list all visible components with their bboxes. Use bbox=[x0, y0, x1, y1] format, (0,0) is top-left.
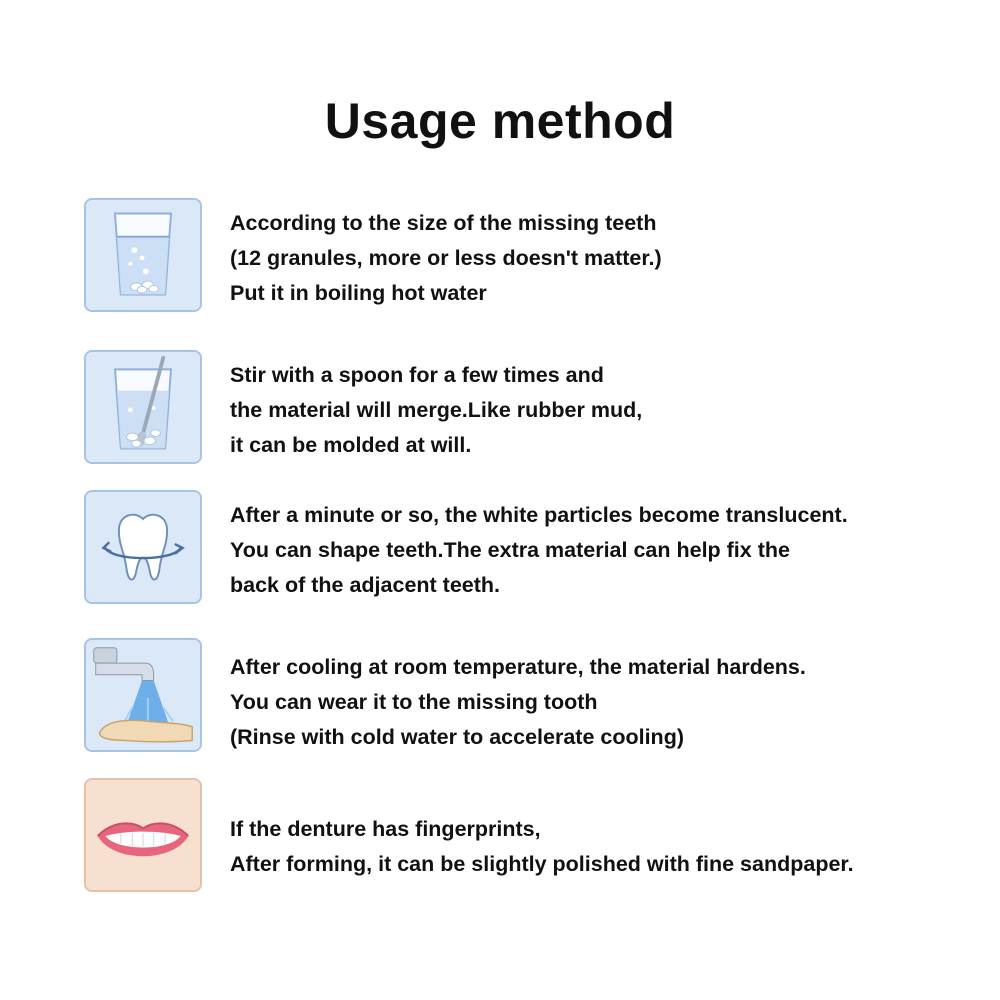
step-3-line-2: You can shape teeth.The extra material can help fix the bbox=[230, 538, 790, 562]
smiling-mouth-icon bbox=[84, 778, 202, 892]
step-2 bbox=[84, 350, 964, 470]
step-4 bbox=[84, 638, 964, 758]
step-2-line-2: the material will merge.Like rubber mud, bbox=[230, 398, 643, 422]
step-5-line-2: After forming, it can be slightly polished with fine sandpaper. bbox=[230, 852, 854, 876]
step-2-line-3: it can be molded at will. bbox=[230, 433, 472, 457]
faucet-rinse-hand-icon bbox=[84, 638, 202, 752]
glass-of-water-icon bbox=[84, 198, 202, 312]
step-1-line-3: Put it in boiling hot water bbox=[230, 281, 487, 305]
page-title: Usage method bbox=[324, 93, 676, 149]
step-3-line-1: After a minute or so, the white particles become translucent. bbox=[230, 503, 848, 527]
step-3 bbox=[84, 490, 964, 610]
step-1-line-1: According to the size of the missing teeth bbox=[230, 211, 657, 235]
spoon-stirring-glass-icon bbox=[84, 350, 202, 464]
step-2-line-1: Stir with a spoon for a few times and bbox=[230, 363, 604, 387]
step-1-line-2: (12 granules, more or less doesn't matter.) bbox=[230, 246, 662, 270]
step-3-text bbox=[230, 498, 848, 603]
step-5-text bbox=[230, 812, 854, 882]
step-4-text bbox=[230, 650, 806, 755]
step-5-line-1: If the denture has fingerprints, bbox=[230, 817, 541, 841]
step-4-line-1: After cooling at room temperature, the material hardens. bbox=[230, 655, 806, 679]
tooth-icon bbox=[84, 490, 202, 604]
step-2-text bbox=[230, 358, 642, 463]
step-4-line-3: (Rinse with cold water to accelerate cooling) bbox=[230, 725, 684, 749]
step-5 bbox=[84, 778, 964, 898]
step-4-line-2: You can wear it to the missing tooth bbox=[230, 690, 598, 714]
step-1-text bbox=[230, 206, 662, 311]
step-3-line-3: back of the adjacent teeth. bbox=[230, 573, 501, 597]
step-1 bbox=[84, 198, 964, 318]
